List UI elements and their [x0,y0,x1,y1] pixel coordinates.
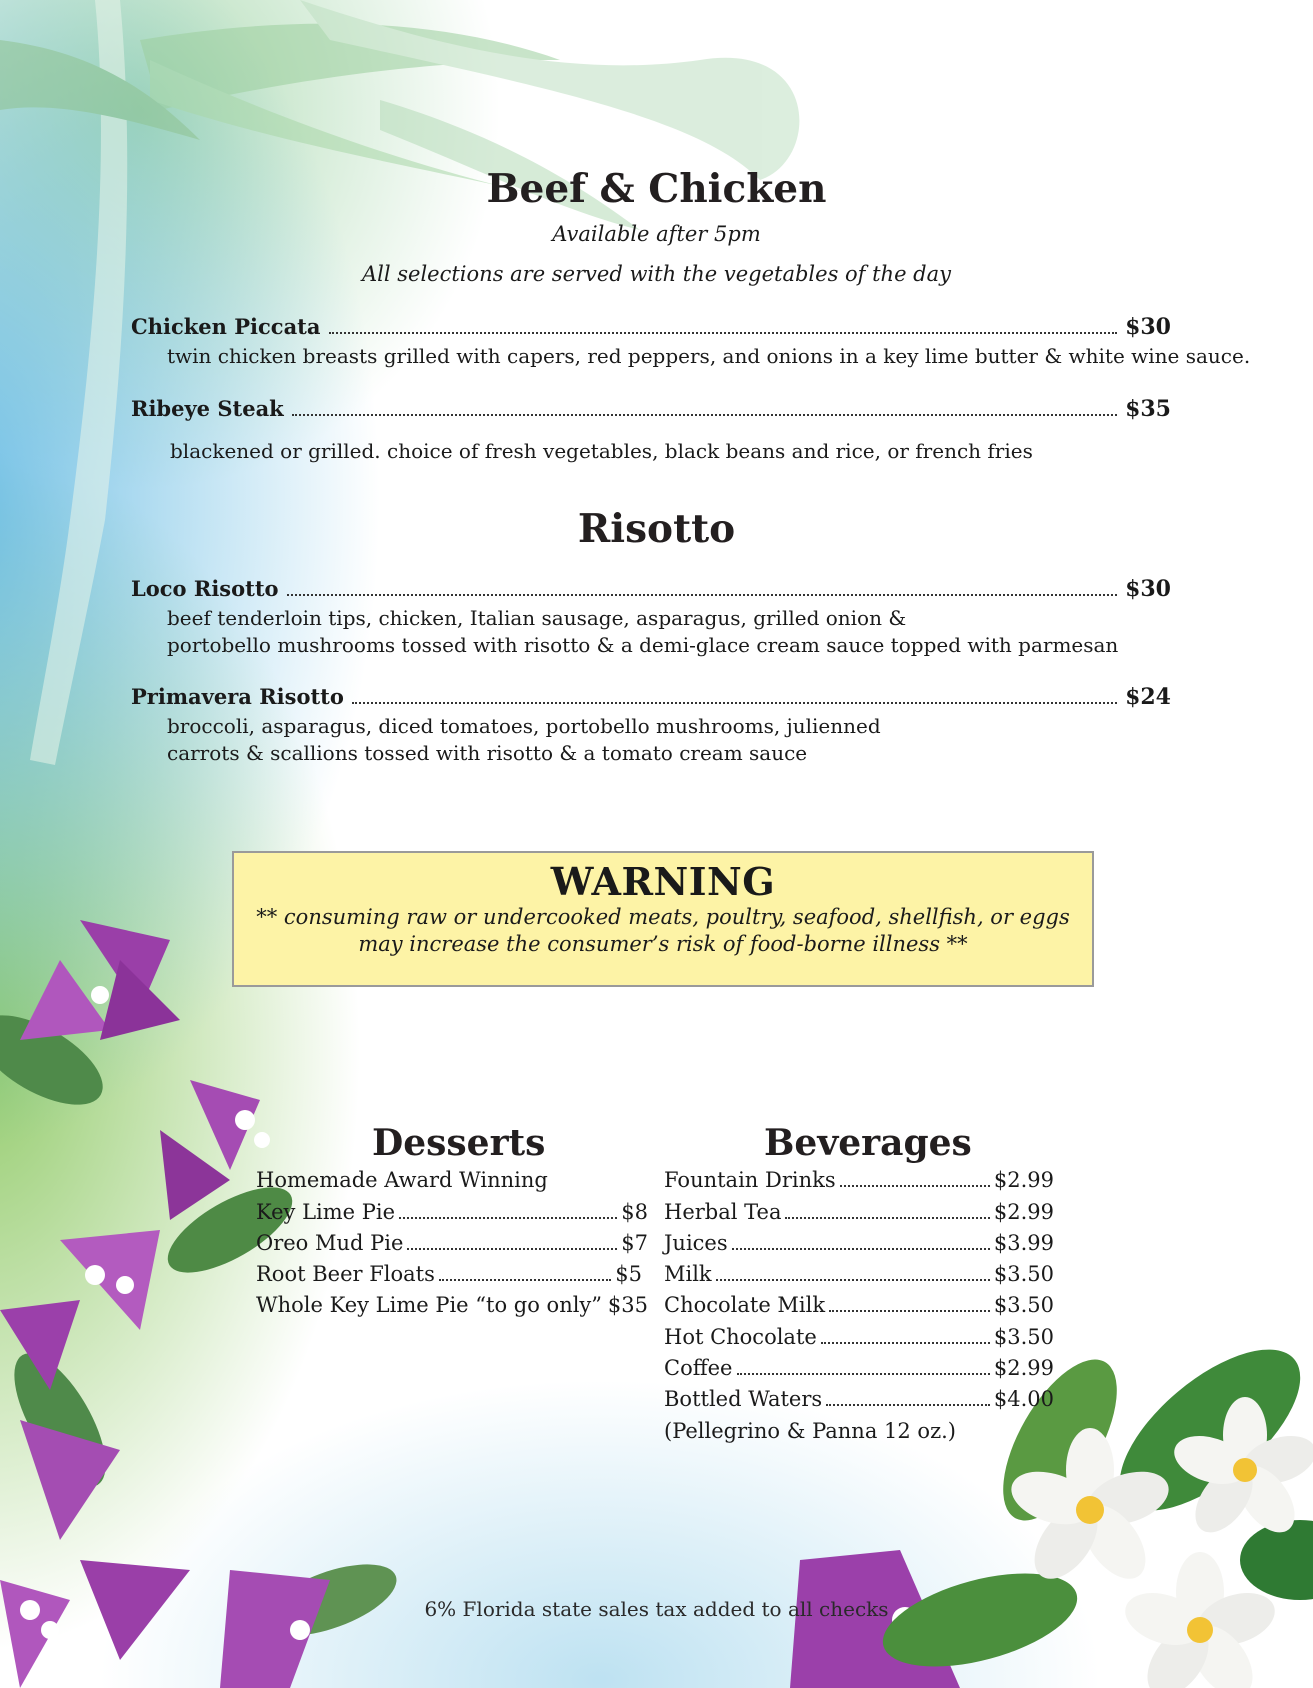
served-with-note: All selections are served with the vegetables of the day [361,262,951,286]
item-name: Juices [664,1231,728,1255]
item-name: Oreo Mud Pie [256,1231,404,1255]
item-price: $30 [1125,576,1171,602]
item-price: $8 [621,1200,648,1224]
warning-title: WARNING [550,859,776,904]
item-description: blackened or grilled. choice of fresh vegetables, black beans and rice, or french fries [170,439,1033,463]
beverage-row [664,1200,1054,1224]
dessert-row [256,1200,648,1224]
item-description: broccoli, asparagus, diced tomatoes, portobello mushrooms, julienned [167,714,881,738]
item-name: Chocolate Milk [664,1293,826,1317]
dot-leader [840,1185,990,1187]
section-title-risotto: Risotto [577,506,736,552]
item-name: Primavera Risotto [131,684,344,709]
item-description: portobello mushrooms tossed with risotto & a demi-glace cream sauce topped with parmesan [167,633,1119,657]
dot-leader [829,1310,990,1312]
availability-note: Available after 5pm [552,222,761,246]
section-title-beef-chicken: Beef & Chicken [486,166,827,212]
item-name: Milk [664,1262,712,1286]
dessert-row [256,1262,642,1286]
warning-line: may increase the consumer’s risk of food-borne illness ** [358,932,968,956]
item-name: Fountain Drinks [664,1168,836,1192]
item-price: $2.99 [993,1200,1054,1224]
item-price: $35 [607,1293,648,1317]
item-description: twin chicken breasts grilled with capers, red peppers, and onions in a key lime butter & white wine sauce. [167,344,1251,368]
dessert-row [256,1231,648,1255]
item-description: carrots & scallions tossed with risotto & a tomato cream sauce [167,741,808,765]
menu-item [131,314,1171,340]
dot-leader [732,1248,990,1250]
warning-line: ** consuming raw or undercooked meats, poultry, seafood, shellfish, or eggs [256,905,1070,929]
item-price: $3.50 [993,1293,1054,1317]
dot-leader [399,1217,617,1219]
dot-leader [329,332,1118,334]
item-name: Root Beer Floats [256,1262,435,1286]
item-price: $2.99 [993,1168,1054,1192]
dot-leader [785,1217,989,1219]
beverage-row [664,1387,1054,1411]
item-price: $3.50 [993,1262,1054,1286]
desserts-intro: Homemade Award Winning [256,1168,548,1192]
item-name: Whole Key Lime Pie “to go only” [256,1293,603,1317]
item-price: $24 [1125,684,1171,710]
item-name: Bottled Waters [664,1387,823,1411]
dot-leader [737,1373,990,1375]
dessert-row [256,1293,648,1317]
dot-leader [826,1404,990,1406]
tax-note: 6% Florida state sales tax added to all checks [424,1597,889,1621]
item-name: Hot Chocolate [664,1325,817,1349]
dot-leader [407,1248,617,1250]
menu-item [131,396,1171,422]
dot-leader [287,594,1118,596]
dot-leader [439,1279,611,1281]
item-name: Herbal Tea [664,1200,782,1224]
item-price: $35 [1125,396,1171,422]
item-name: Ribeye Steak [131,396,284,421]
item-description: beef tenderloin tips, chicken, Italian sausage, asparagus, grilled onion & [167,606,907,630]
item-price: $2.99 [993,1356,1054,1380]
dot-leader [292,414,1117,416]
item-name: Key Lime Pie [256,1200,396,1224]
dot-leader [716,1279,990,1281]
dot-leader [821,1342,990,1344]
beverage-row [664,1231,1054,1255]
dot-leader [352,702,1117,704]
warning-box [232,851,1094,987]
item-price: $4.00 [993,1387,1054,1411]
section-title-beverages: Beverages [764,1122,972,1164]
beverage-row [664,1293,1054,1317]
item-name: Loco Risotto [131,576,279,601]
item-price: $30 [1125,314,1171,340]
item-name: Coffee [664,1356,733,1380]
item-price: $7 [621,1231,648,1255]
item-price: $3.99 [993,1231,1054,1255]
beverage-row [664,1325,1054,1349]
beverage-row [664,1168,1054,1192]
item-price: $5 [615,1262,642,1286]
item-price: $3.50 [993,1325,1054,1349]
beverage-row [664,1262,1054,1286]
menu-item [131,576,1171,602]
menu-item [131,684,1171,710]
beverage-note: (Pellegrino & Panna 12 oz.) [664,1419,957,1443]
item-name: Chicken Piccata [131,314,321,339]
section-title-desserts: Desserts [372,1122,546,1164]
beverage-row [664,1356,1054,1380]
